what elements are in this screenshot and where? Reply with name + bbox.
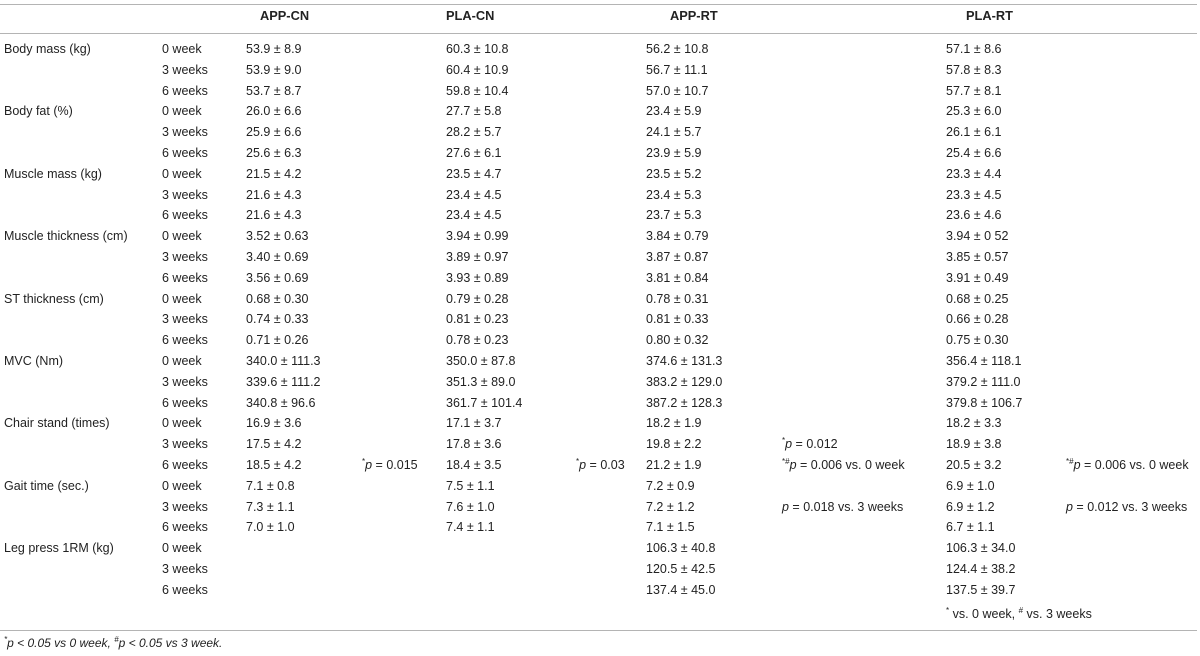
legend-line: * vs. 0 week, # vs. 3 weeks bbox=[946, 605, 1092, 621]
value-pla-rt: 3.91 ± 0.49 bbox=[946, 270, 1009, 285]
time-point: 0 week bbox=[162, 291, 202, 306]
stat-pla-rt: *#p = 0.006 vs. 0 week bbox=[1066, 456, 1189, 472]
value-app-cn: 17.5 ± 4.2 bbox=[246, 437, 302, 452]
time-point: 0 week bbox=[162, 478, 202, 493]
time-point: 6 weeks bbox=[162, 458, 208, 472]
value-pla-cn: 23.5 ± 4.7 bbox=[446, 166, 502, 181]
value-pla-rt: 3.94 ± 0 52 bbox=[946, 229, 1009, 244]
value-app-rt: 120.5 ± 42.5 bbox=[646, 562, 716, 576]
value-app-rt: 7.1 ± 1.5 bbox=[646, 520, 695, 535]
value-app-rt: 23.5 ± 5.2 bbox=[646, 166, 702, 181]
value-pla-rt: 57.8 ± 8.3 bbox=[946, 62, 1002, 77]
value-pla-rt: 23.3 ± 4.5 bbox=[946, 187, 1002, 202]
value-pla-cn: 23.4 ± 4.5 bbox=[446, 208, 502, 223]
value-app-cn: 21.5 ± 4.2 bbox=[246, 166, 302, 181]
value-app-cn: 3.52 ± 0.63 bbox=[246, 229, 309, 244]
value-app-rt: 57.0 ± 10.7 bbox=[646, 83, 709, 98]
stat-app-cn: *p = 0.015 bbox=[362, 456, 418, 472]
row-label: Body fat (%) bbox=[4, 104, 73, 119]
time-point: 0 week bbox=[162, 541, 202, 556]
value-app-cn: 7.0 ± 1.0 bbox=[246, 520, 295, 535]
row-label: Muscle thickness (cm) bbox=[4, 229, 128, 244]
value-app-cn: 340.8 ± 96.6 bbox=[246, 395, 316, 410]
value-pla-cn: 0.79 ± 0.28 bbox=[446, 291, 509, 306]
value-app-cn: 0.71 ± 0.26 bbox=[246, 333, 309, 348]
value-pla-cn: 7.5 ± 1.1 bbox=[446, 478, 495, 493]
value-pla-rt: 379.8 ± 106.7 bbox=[946, 395, 1023, 410]
value-app-cn: 3.56 ± 0.69 bbox=[246, 270, 309, 285]
value-app-cn: 21.6 ± 4.3 bbox=[246, 187, 302, 202]
value-pla-rt: 0.75 ± 0.30 bbox=[946, 333, 1009, 348]
time-point: 3 weeks bbox=[162, 312, 208, 327]
value-pla-cn: 17.8 ± 3.6 bbox=[446, 437, 502, 452]
time-point: 3 weeks bbox=[162, 187, 208, 202]
time-point: 6 weeks bbox=[162, 146, 208, 160]
value-app-rt: 24.1 ± 5.7 bbox=[646, 125, 702, 140]
value-pla-cn: 3.89 ± 0.97 bbox=[446, 250, 509, 264]
value-pla-cn: 27.7 ± 5.8 bbox=[446, 104, 502, 119]
value-pla-rt: 18.9 ± 3.8 bbox=[946, 437, 1002, 452]
value-pla-rt: 124.4 ± 38.2 bbox=[946, 562, 1016, 576]
value-pla-rt: 0.68 ± 0.25 bbox=[946, 291, 1009, 306]
time-point: 6 weeks bbox=[162, 333, 208, 348]
value-pla-rt: 20.5 ± 3.2 bbox=[946, 458, 1002, 472]
value-app-cn: 16.9 ± 3.6 bbox=[246, 416, 302, 431]
time-point: 6 weeks bbox=[162, 582, 208, 597]
row-label: Gait time (sec.) bbox=[4, 478, 89, 493]
stat-pla-rt: p = 0.012 vs. 3 weeks bbox=[1066, 499, 1188, 514]
value-pla-cn: 3.93 ± 0.89 bbox=[446, 270, 509, 285]
top-rule bbox=[0, 4, 1197, 5]
value-app-cn: 25.6 ± 6.3 bbox=[246, 146, 302, 160]
time-point: 3 weeks bbox=[162, 374, 208, 389]
value-pla-cn: 59.8 ± 10.4 bbox=[446, 83, 509, 98]
time-point: 3 weeks bbox=[162, 562, 208, 576]
value-pla-cn: 0.81 ± 0.23 bbox=[446, 312, 509, 327]
value-app-cn: 7.3 ± 1.1 bbox=[246, 499, 295, 514]
value-pla-cn: 350.0 ± 87.8 bbox=[446, 354, 516, 368]
value-app-cn: 339.6 ± 111.2 bbox=[246, 374, 321, 389]
header-app-cn: APP-CN bbox=[260, 8, 310, 23]
value-app-cn: 7.1 ± 0.8 bbox=[246, 478, 295, 493]
value-app-rt: 7.2 ± 0.9 bbox=[646, 478, 695, 493]
header-rule bbox=[0, 33, 1197, 34]
value-app-rt: 106.3 ± 40.8 bbox=[646, 541, 716, 556]
time-point: 3 weeks bbox=[162, 62, 208, 77]
value-app-rt: 56.7 ± 11.1 bbox=[646, 62, 708, 77]
value-pla-rt: 379.2 ± 111.0 bbox=[946, 374, 1021, 389]
time-point: 3 weeks bbox=[162, 499, 208, 514]
time-point: 0 week bbox=[162, 416, 202, 431]
value-app-rt: 137.4 ± 45.0 bbox=[646, 582, 716, 597]
value-pla-rt: 106.3 ± 34.0 bbox=[946, 541, 1016, 556]
value-pla-rt: 23.3 ± 4.4 bbox=[946, 166, 1002, 181]
stat-app-rt: *#p = 0.006 vs. 0 week bbox=[782, 456, 905, 472]
value-app-rt: 56.2 ± 10.8 bbox=[646, 42, 709, 56]
time-point: 0 week bbox=[162, 104, 202, 119]
time-point: 6 weeks bbox=[162, 520, 208, 535]
value-app-rt: 3.81 ± 0.84 bbox=[646, 270, 709, 285]
value-app-rt: 0.81 ± 0.33 bbox=[646, 312, 709, 327]
value-pla-cn: 7.6 ± 1.0 bbox=[446, 499, 495, 514]
value-app-rt: 23.7 ± 5.3 bbox=[646, 208, 702, 223]
value-app-rt: 23.9 ± 5.9 bbox=[646, 146, 702, 160]
value-app-rt: 374.6 ± 131.3 bbox=[646, 354, 723, 368]
value-app-rt: 3.84 ± 0.79 bbox=[646, 229, 709, 244]
row-label: Chair stand (times) bbox=[4, 416, 110, 431]
value-app-cn: 25.9 ± 6.6 bbox=[246, 125, 302, 140]
value-app-cn: 18.5 ± 4.2 bbox=[246, 458, 302, 472]
value-pla-rt: 23.6 ± 4.6 bbox=[946, 208, 1002, 223]
time-point: 3 weeks bbox=[162, 125, 208, 140]
value-pla-rt: 6.7 ± 1.1 bbox=[946, 520, 995, 535]
value-app-cn: 53.9 ± 9.0 bbox=[246, 62, 302, 77]
value-pla-rt: 0.66 ± 0.28 bbox=[946, 312, 1009, 327]
value-app-rt: 3.87 ± 0.87 bbox=[646, 250, 709, 264]
value-pla-rt: 356.4 ± 118.1 bbox=[946, 354, 1022, 368]
header-pla-rt: PLA-RT bbox=[966, 8, 1013, 23]
value-pla-cn: 0.78 ± 0.23 bbox=[446, 333, 509, 348]
value-pla-rt: 3.85 ± 0.57 bbox=[946, 250, 1009, 264]
row-label: Body mass (kg) bbox=[4, 42, 91, 56]
bottom-rule bbox=[0, 630, 1197, 631]
value-pla-cn: 351.3 ± 89.0 bbox=[446, 374, 516, 389]
value-pla-cn: 60.3 ± 10.8 bbox=[446, 42, 509, 56]
value-app-rt: 21.2 ± 1.9 bbox=[646, 458, 702, 472]
value-app-rt: 19.8 ± 2.2 bbox=[646, 437, 702, 452]
value-pla-cn: 28.2 ± 5.7 bbox=[446, 125, 502, 140]
value-pla-cn: 17.1 ± 3.7 bbox=[446, 416, 502, 431]
time-point: 0 week bbox=[162, 42, 202, 56]
value-pla-cn: 27.6 ± 6.1 bbox=[446, 146, 502, 160]
value-app-rt: 383.2 ± 129.0 bbox=[646, 374, 723, 389]
value-app-rt: 18.2 ± 1.9 bbox=[646, 416, 702, 431]
time-point: 3 weeks bbox=[162, 250, 208, 264]
value-pla-rt: 25.3 ± 6.0 bbox=[946, 104, 1002, 119]
value-app-cn: 26.0 ± 6.6 bbox=[246, 104, 302, 119]
stat-app-rt: *p = 0.012 bbox=[782, 436, 838, 452]
value-pla-cn: 23.4 ± 4.5 bbox=[446, 187, 502, 202]
value-pla-cn: 60.4 ± 10.9 bbox=[446, 62, 509, 77]
time-point: 0 week bbox=[162, 166, 202, 181]
value-pla-rt: 25.4 ± 6.6 bbox=[946, 146, 1002, 160]
time-point: 6 weeks bbox=[162, 208, 208, 223]
row-label: MVC (Nm) bbox=[4, 354, 64, 368]
value-pla-cn: 18.4 ± 3.5 bbox=[446, 458, 502, 472]
header-pla-cn: PLA-CN bbox=[446, 8, 495, 23]
value-pla-rt: 57.7 ± 8.1 bbox=[946, 83, 1002, 98]
value-pla-rt: 57.1 ± 8.6 bbox=[946, 42, 1002, 56]
value-app-rt: 0.80 ± 0.32 bbox=[646, 333, 709, 348]
stat-pla-cn: *p = 0.03 bbox=[576, 456, 625, 472]
value-pla-rt: 137.5 ± 39.7 bbox=[946, 582, 1016, 597]
time-point: 6 weeks bbox=[162, 270, 208, 285]
value-app-cn: 340.0 ± 111.3 bbox=[246, 354, 321, 368]
value-pla-rt: 6.9 ± 1.0 bbox=[946, 478, 995, 493]
row-label: ST thickness (cm) bbox=[4, 291, 104, 306]
time-point: 6 weeks bbox=[162, 83, 208, 98]
value-pla-cn: 7.4 ± 1.1 bbox=[446, 520, 495, 535]
value-app-rt: 0.78 ± 0.31 bbox=[646, 291, 709, 306]
value-app-rt: 23.4 ± 5.3 bbox=[646, 187, 702, 202]
value-app-cn: 3.40 ± 0.69 bbox=[246, 250, 309, 264]
table-footnote: *p < 0.05 vs 0 week, #p < 0.05 vs 3 week. bbox=[4, 635, 223, 650]
value-pla-rt: 26.1 ± 6.1 bbox=[946, 125, 1002, 140]
value-app-rt: 7.2 ± 1.2 bbox=[646, 499, 695, 514]
value-app-rt: 387.2 ± 128.3 bbox=[646, 395, 723, 410]
value-pla-cn: 3.94 ± 0.99 bbox=[446, 229, 509, 244]
time-point: 6 weeks bbox=[162, 395, 208, 410]
value-app-cn: 21.6 ± 4.3 bbox=[246, 208, 302, 223]
header-app-rt: APP-RT bbox=[670, 8, 718, 23]
time-point: 3 weeks bbox=[162, 437, 208, 452]
value-pla-cn: 361.7 ± 101.4 bbox=[446, 395, 523, 410]
value-app-rt: 23.4 ± 5.9 bbox=[646, 104, 702, 119]
value-app-cn: 0.74 ± 0.33 bbox=[246, 312, 309, 327]
value-app-cn: 53.7 ± 8.7 bbox=[246, 83, 302, 98]
value-pla-rt: 18.2 ± 3.3 bbox=[946, 416, 1002, 431]
stat-app-rt: p = 0.018 vs. 3 weeks bbox=[782, 499, 904, 514]
row-label: Muscle mass (kg) bbox=[4, 166, 102, 181]
time-point: 0 week bbox=[162, 229, 202, 244]
value-app-cn: 53.9 ± 8.9 bbox=[246, 42, 302, 56]
value-app-cn: 0.68 ± 0.30 bbox=[246, 291, 309, 306]
row-label: Leg press 1RM (kg) bbox=[4, 541, 114, 556]
time-point: 0 week bbox=[162, 354, 202, 368]
value-pla-rt: 6.9 ± 1.2 bbox=[946, 499, 995, 514]
